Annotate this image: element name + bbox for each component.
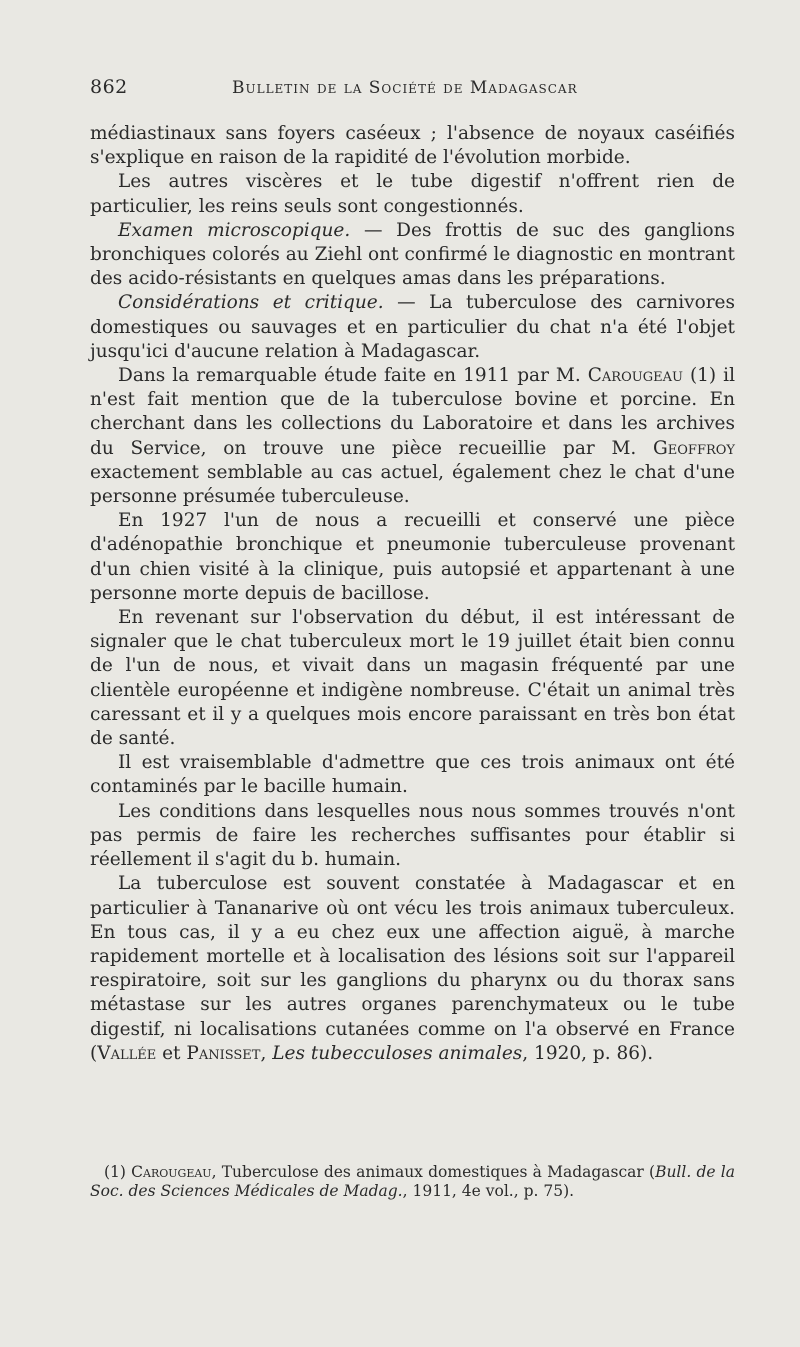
paragraph-text: — La tuberculose des carnivores domestiques ou sauvages et en particulier du chat n'a été l'objet jusqu'ici d'aucune relation à Madagascar. [90, 292, 736, 362]
paragraph-text: médiastinaux sans foyers caséeux ; l'absence de noyaux caséifiés s'explique en raison de la rapidité de l'évolution morbide. [90, 123, 735, 169]
paragraph [90, 872, 735, 1066]
footnote-body: , Tuberculose des animaux domestiques à Madagascar ( [211, 1163, 656, 1181]
book-title: Les tubecculoses animales [272, 1042, 523, 1064]
footnote-text [90, 1163, 735, 1201]
paragraph-text: La tuberculose est souvent constatée à Madagascar et en particulier à Tananarive où ont vécu les trois animaux tuberculeux. En tous cas, il y a eu chez eux une affection aiguë, à marche rapidement mortelle et à localisation des lésions soit sur l'appareil respiratoire, soit sur les ganglions du pharynx ou du thorax sans métastase sur les autres organes parenchymateux ou le tube digestif, ni localisations cutanées comme on l'a observé en France ( [90, 873, 735, 1064]
body-text [90, 122, 735, 1066]
journal-title: Bull. de la Soc. des Sciences Médicales de Madag. [90, 1163, 735, 1200]
paragraph-text: , [260, 1042, 273, 1064]
author-name: Panisset [186, 1042, 261, 1064]
page-number: 862 [90, 76, 128, 98]
paragraph [90, 606, 735, 751]
paragraph-text: (1) il n'est fait mention que de la tuberculose bovine et porcine. En cherchant dans les collections du Laboratoire et dans les archives du Service, on trouve une pièce recueillie par M. [90, 365, 735, 459]
paragraph-text: En 1927 l'un de nous a recueilli et conservé une pièce d'adénopathie bronchique et pneumonie tuberculeuse provenant d'un chien visité à la clinique, puis autopsié et appartenant à une personne morte depuis de bacillose. [90, 510, 735, 604]
paragraph [90, 800, 735, 873]
footnote-marker: (1) [104, 1163, 132, 1181]
paragraph-text: , 1920, p. 86). [522, 1042, 654, 1064]
footnote [90, 1163, 735, 1201]
paragraph [90, 364, 735, 509]
footnote-body: , 1911, 4e vol., p. 75). [402, 1182, 575, 1200]
paragraph-text: Les autres viscères et le tube digestif n'offrent rien de particulier, les reins seuls sont congestionnés. [90, 171, 735, 217]
paragraph [90, 751, 735, 799]
paragraph [90, 122, 735, 170]
page-header [90, 76, 760, 104]
paragraph-text: et [156, 1042, 187, 1064]
paragraph-text: Dans la remarquable étude faite en 1911 par M. [118, 365, 588, 387]
paragraph [90, 291, 735, 364]
author-name: Carougeau [587, 365, 683, 387]
paragraph [90, 219, 735, 292]
paragraph-text: exactement semblable au cas actuel, également chez le chat d'une personne présumée tuberculeuse. [90, 461, 735, 508]
author-name: Geoffroy [653, 437, 735, 459]
paragraph [90, 509, 735, 606]
paragraph [90, 170, 735, 218]
paragraph-text: — Des frottis de suc des ganglions bronchiques colorés au Ziehl ont confirmé le diagnostic en montrant des acido-résistants en quelques amas dans les préparations. [90, 219, 735, 290]
author-name: Vallée [97, 1042, 157, 1064]
paragraph-text: En revenant sur l'observation du début, il est intéressant de signaler que le chat tuberculeux mort le 19 juillet était bien connu de l'un de nous, et vivait dans un magasin fréquenté par une clientèle européenne et indigène nombreuse. C'était un animal très caressant et il y a quelques mois encore paraissant en très bon état de santé. [90, 607, 735, 750]
section-heading: Considérations et critique. [118, 292, 384, 314]
paragraph-text: Il est vraisemblable d'admettre que ces trois animaux ont été contaminés par le bacille humain. [90, 752, 735, 798]
section-heading: Examen microscopique. [118, 219, 351, 241]
paragraph-text: Les conditions dans lesquelles nous nous sommes trouvés n'ont pas permis de faire les recherches suffisantes pour établir si réellement il s'agit du b. humain. [90, 800, 735, 871]
author-name: Carougeau [131, 1163, 212, 1181]
running-title: Bulletin de la Société de Madagascar [232, 78, 578, 98]
